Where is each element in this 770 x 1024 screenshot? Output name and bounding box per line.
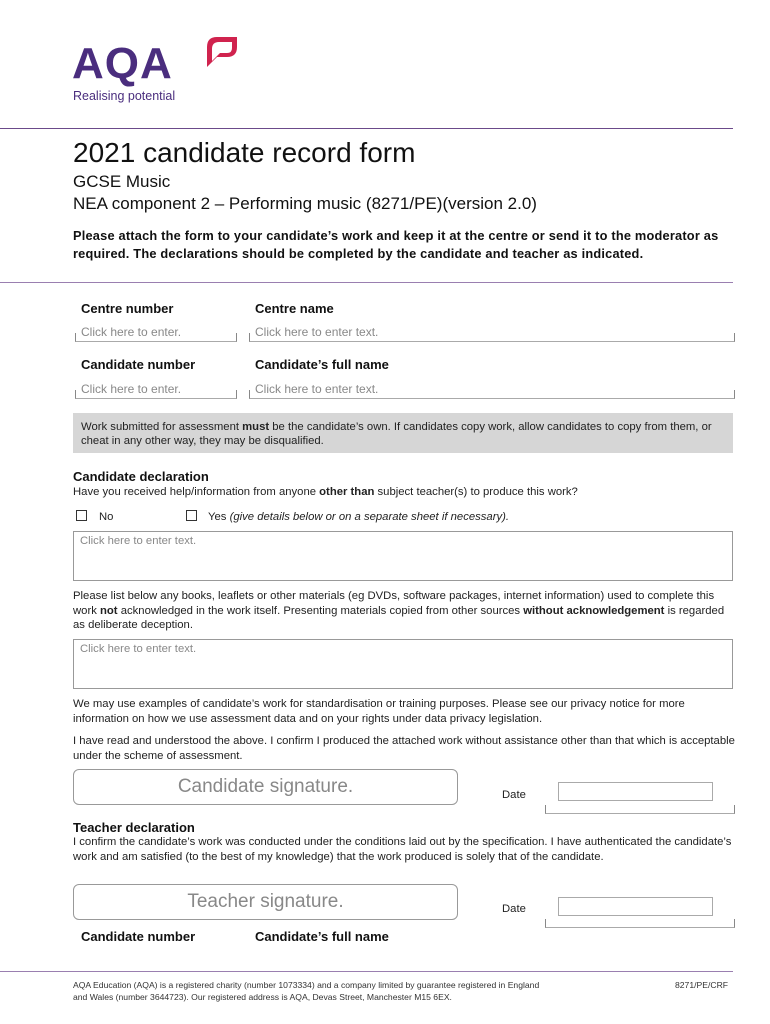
footer-legal-line-2: and Wales (number 3644723). Our registered address is AQA, Devas Street, Manchester M15 6EX.: [73, 992, 452, 1002]
materials-text-bold-not: not: [100, 604, 118, 617]
centre-number-label: Centre number: [81, 301, 174, 316]
logo-wordmark: AQA: [72, 39, 173, 88]
header-divider: [0, 128, 733, 129]
candidate-number-label: Candidate number: [81, 357, 196, 372]
candidate-number-field[interactable]: Click here to enter.: [81, 382, 182, 396]
yes-label-note: (give details below or on a separate sheet if necessary).: [229, 511, 510, 523]
candidate-name-label: Candidate’s full name: [255, 357, 389, 372]
materials-text-post: is regarded as deliberate deception.: [73, 604, 725, 631]
help-question-pre: Have you received help/information from anyone: [73, 486, 320, 498]
work-notice: [73, 413, 733, 453]
centre-number-underline: [75, 333, 237, 342]
candidate-signature-field[interactable]: Candidate signature.: [73, 769, 458, 805]
candidate-date-input[interactable]: [558, 782, 713, 801]
help-question: [73, 485, 738, 500]
section-divider: [0, 282, 733, 283]
candidate-name-field[interactable]: Click here to enter text.: [255, 382, 379, 396]
candidate-name-underline: [249, 390, 735, 399]
help-question-bold: other than: [319, 486, 375, 498]
help-details-input[interactable]: Click here to enter text.: [73, 531, 733, 581]
logo-tagline: Realising potential: [73, 89, 176, 103]
privacy-statement: We may use examples of candidate’s work for standardisation or training purposes. Please see our privacy notice for more information on how we use assessment data and on your rights under data privacy legislation.: [73, 698, 685, 725]
materials-text-bold-without: without acknowledgement: [523, 604, 665, 617]
aqa-logo-mark-icon: [203, 33, 239, 69]
notice-text-post: be the candidate’s own. If candidates copy work, allow candidates to copy from them, or cheat in any other way, they may be disqualified.: [81, 421, 712, 447]
yes-label: [208, 510, 509, 525]
centre-name-underline: [249, 333, 735, 342]
centre-name-label: Centre name: [255, 301, 334, 316]
materials-input[interactable]: Click here to enter text.: [73, 639, 733, 689]
candidate-declaration-heading: Candidate declaration: [73, 469, 209, 484]
yes-label-text: Yes: [208, 511, 227, 523]
footer-legal-line-1: AQA Education (AQA) is a registered charity (number 1073334) and a company limited by guarantee registered in England: [73, 980, 540, 990]
candidate-number-underline: [75, 390, 237, 399]
help-question-post: subject teacher(s) to produce this work?: [374, 486, 578, 498]
materials-text-pre: Please list below any books, leaflets or other materials (eg DVDs, software packages, internet information) used to complete this work: [73, 590, 715, 617]
teacher-date-label: Date: [502, 903, 526, 915]
candidate-date-label: Date: [502, 789, 526, 801]
notice-text-bold: must: [242, 421, 270, 433]
centre-number-field[interactable]: Click here to enter.: [81, 325, 182, 339]
notice-text-pre: Work submitted for assessment: [81, 421, 243, 433]
yes-checkbox[interactable]: [186, 510, 197, 521]
no-label: No: [99, 511, 114, 523]
subject-subtitle: GCSE Music: [73, 172, 171, 191]
footer-form-code: 8271/PE/CRF: [675, 980, 729, 990]
bottom-candidate-name-label: Candidate’s full name: [255, 929, 389, 944]
teacher-confirmation: I confirm the candidate’s work was conducted under the conditions laid out by the specification. I have authenticated the candidate’s work and am satisfied (to the best of my knowledge) that the work produced is solely that of the candidate.: [73, 836, 732, 863]
footer-divider: [0, 971, 733, 972]
teacher-declaration-heading: Teacher declaration: [73, 820, 195, 835]
centre-name-field[interactable]: Click here to enter text.: [255, 325, 379, 339]
candidate-confirmation: I have read and understood the above. I confirm I produced the attached work without assistance other than that which is acceptable under the scheme of assessment.: [73, 735, 735, 762]
no-checkbox[interactable]: [76, 510, 87, 521]
teacher-signature-field[interactable]: Teacher signature.: [73, 884, 458, 920]
page-title: 2021 candidate record form: [73, 137, 416, 168]
bottom-candidate-number-label: Candidate number: [81, 929, 196, 944]
teacher-date-underline: [545, 919, 735, 928]
teacher-date-input[interactable]: [558, 897, 713, 916]
materials-instructions: [73, 589, 735, 633]
materials-text-mid: acknowledged in the work itself. Presenting materials copied from other sources: [117, 604, 524, 617]
intro-instructions: Please attach the form to your candidate’s work and keep it at the centre or send it to the moderator as required. The declarations should be completed by the candidate and teacher as indicated.: [73, 228, 719, 261]
component-subtitle: NEA component 2 – Performing music (8271/PE)(version 2.0): [73, 194, 537, 213]
candidate-date-underline: [545, 805, 735, 814]
